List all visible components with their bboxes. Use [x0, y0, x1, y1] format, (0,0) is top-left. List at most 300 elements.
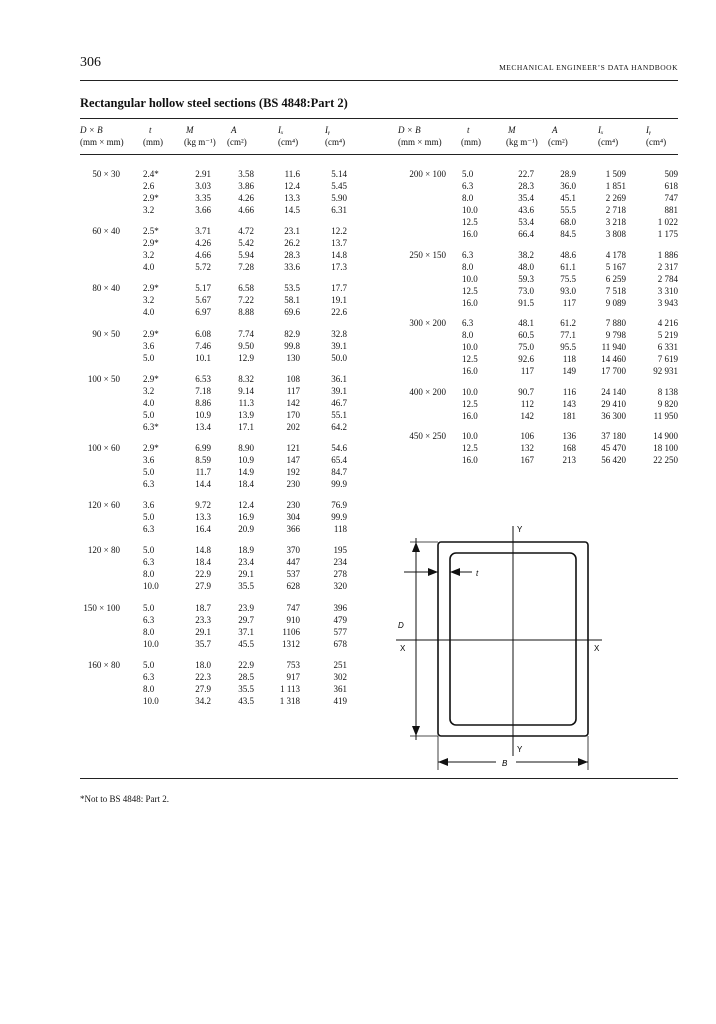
- cell-area: 8.90: [238, 443, 254, 453]
- header-t-unit: (mm): [143, 137, 163, 147]
- cell-iy: 5.90: [331, 193, 347, 203]
- header-dxb-right-label: D × B: [398, 125, 421, 135]
- cell-iy: 18 100: [653, 443, 678, 453]
- cell-area: 117: [562, 297, 576, 308]
- cell-area: 14.9: [238, 467, 254, 477]
- cell-iy: 76.9: [331, 500, 347, 511]
- d-arrow-top-icon: [412, 542, 420, 552]
- cell-mass: 43.6: [518, 205, 534, 215]
- cell-area: 68.0: [560, 217, 576, 227]
- cell-size: 160 × 80: [87, 659, 120, 670]
- cell-mass: 35.7: [195, 638, 211, 649]
- cell-mass: 90.7: [518, 386, 534, 397]
- cell-thickness: 5.0: [462, 169, 474, 179]
- cell-iy: 6 331: [657, 342, 678, 352]
- header-t-right-label: t: [467, 125, 470, 135]
- table-row: [80, 328, 360, 340]
- cell-iy: 1 022: [657, 217, 678, 227]
- cell-thickness: 12.5: [462, 398, 478, 409]
- cell-area: 3.58: [238, 169, 254, 179]
- cell-thickness: 2.9*: [143, 283, 159, 294]
- cell-ix: 29 410: [601, 398, 626, 409]
- cell-mass: 22.7: [518, 169, 534, 179]
- cell-mass: 53.4: [518, 217, 534, 227]
- cell-ix: 37 180: [601, 431, 626, 441]
- cell-mass: 117: [520, 366, 534, 376]
- header-ix-label: Iₓ: [278, 125, 284, 135]
- cell-mass: 27.9: [195, 683, 211, 694]
- table-row: [80, 373, 360, 385]
- cell-ix: 45 470: [601, 443, 626, 453]
- table-row: [80, 282, 360, 294]
- header-dxb-label: D × B: [80, 125, 103, 135]
- header-a-label: A: [231, 125, 237, 135]
- cell-iy: 5.45: [331, 181, 347, 191]
- cell-mass: 28.3: [518, 181, 534, 191]
- cell-mass: 38.2: [518, 249, 534, 260]
- cell-ix: 3 808: [605, 229, 626, 239]
- table-row: [398, 261, 680, 273]
- label-t: t: [476, 569, 479, 578]
- cell-iy: 64.2: [331, 421, 347, 432]
- cell-ix: 14.5: [284, 205, 300, 215]
- table-row: [398, 398, 680, 410]
- cell-size: 50 × 30: [92, 169, 120, 179]
- header-bottom-rule: [80, 154, 678, 155]
- cell-area: 28.5: [238, 671, 254, 682]
- cell-iy: 320: [333, 581, 347, 592]
- table-row: [80, 695, 360, 707]
- table-row: [80, 568, 360, 580]
- cell-thickness: 4.0: [143, 262, 155, 273]
- cell-area: 23.9: [238, 602, 254, 613]
- cell-thickness: 6.3: [143, 479, 155, 489]
- cell-ix: 192: [286, 467, 300, 477]
- footnote: *Not to BS 4848: Part 2.: [80, 794, 170, 804]
- table-row: [398, 285, 680, 297]
- cell-mass: 27.9: [195, 581, 211, 592]
- cell-iy: 13.7: [331, 238, 347, 249]
- header-t: [143, 124, 163, 148]
- header-a-right-unit: (cm²): [548, 137, 568, 147]
- cell-iy: 11 950: [653, 410, 678, 421]
- cell-area: 16.9: [238, 512, 254, 523]
- header-iy-right-unit: (cm⁴): [646, 137, 667, 147]
- cell-ix: 910: [286, 614, 300, 625]
- cell-size: 300 × 200: [409, 318, 446, 328]
- cell-area: 11.3: [238, 397, 254, 408]
- cell-mass: 9.72: [195, 500, 211, 511]
- cell-iy: 419: [333, 695, 347, 706]
- cell-mass: 11.7: [195, 467, 211, 477]
- header-ix-unit: (cm⁴): [278, 137, 299, 147]
- cell-area: 29.7: [238, 614, 254, 625]
- cell-mass: 29.1: [195, 626, 211, 637]
- cell-area: 84.5: [560, 229, 576, 239]
- cell-ix: 130: [286, 352, 300, 363]
- cell-iy: 278: [333, 569, 347, 580]
- cell-area: 45.5: [238, 638, 254, 649]
- cell-thickness: 3.2: [143, 205, 155, 215]
- cell-mass: 13.4: [195, 421, 211, 432]
- table-row: [80, 442, 360, 454]
- cell-area: 29.1: [238, 569, 254, 580]
- table-row: [398, 353, 680, 365]
- cell-iy: 1 175: [657, 229, 678, 239]
- cell-thickness: 6.3*: [143, 421, 159, 432]
- cell-area: 149: [562, 366, 576, 376]
- cell-thickness: 6.3: [462, 181, 474, 191]
- cell-mass: 5.72: [195, 262, 211, 273]
- cell-area: 23.4: [238, 557, 254, 568]
- cell-area: 12.9: [238, 352, 254, 363]
- table-row: [80, 294, 360, 306]
- label-b: B: [502, 759, 508, 768]
- table-row: [80, 523, 360, 535]
- cell-ix: 23.1: [284, 226, 300, 237]
- t-arrow-left-icon: [428, 568, 438, 576]
- cell-iy: 2 784: [657, 273, 678, 284]
- cell-area: 143: [562, 398, 576, 409]
- cell-iy: 39.1: [331, 340, 347, 351]
- header-m-right-unit: (kg m⁻¹): [506, 137, 538, 147]
- table-row: [80, 261, 360, 273]
- cell-thickness: 8.0: [143, 626, 155, 637]
- header-iy-unit: (cm⁴): [325, 137, 346, 147]
- cell-iy: 22.6: [331, 307, 347, 318]
- cell-thickness: 4.0: [143, 397, 155, 408]
- cell-mass: 14.8: [195, 545, 211, 556]
- table-row: [80, 237, 360, 249]
- cell-ix: 747: [286, 602, 300, 613]
- cell-iy: 7 619: [657, 354, 678, 364]
- table-row: [80, 204, 360, 216]
- cell-size: 120 × 80: [87, 545, 120, 556]
- cell-area: 181: [562, 410, 576, 421]
- cell-mass: 142: [520, 410, 534, 421]
- cell-ix: 36 300: [601, 410, 626, 421]
- table-row: [80, 421, 360, 433]
- cell-mass: 6.08: [195, 328, 211, 339]
- cell-area: 168: [562, 443, 576, 453]
- cell-mass: 22.9: [195, 569, 211, 580]
- table-row: [80, 249, 360, 261]
- cell-mass: 3.35: [195, 193, 211, 203]
- table-row: [80, 397, 360, 409]
- b-arrow-left-icon: [438, 758, 448, 766]
- table-row: [80, 340, 360, 352]
- b-arrow-right-icon: [578, 758, 588, 766]
- table-row: [80, 638, 360, 650]
- cell-ix: 753: [286, 659, 300, 670]
- cell-iy: 84.7: [331, 467, 347, 477]
- header-ix-right-label: Iₓ: [598, 125, 604, 135]
- cell-thickness: 12.5: [462, 443, 478, 453]
- cell-ix: 99.8: [284, 340, 300, 351]
- table-row: [80, 306, 360, 318]
- cell-iy: 577: [333, 626, 347, 637]
- cell-iy: 195: [333, 545, 347, 556]
- cell-area: 5.94: [238, 250, 254, 261]
- table-title: Rectangular hollow steel sections (BS 4848:Part 2): [80, 96, 348, 110]
- cell-mass: 14.4: [195, 479, 211, 489]
- cell-thickness: 3.2: [143, 295, 155, 306]
- header-dxb-unit: (mm × mm): [80, 137, 124, 147]
- label-x-right: X: [594, 644, 600, 653]
- table-bottom-rule: [80, 778, 678, 779]
- cell-iy: 618: [664, 181, 678, 191]
- cell-thickness: 8.0: [462, 261, 474, 272]
- cell-iy: 302: [333, 671, 347, 682]
- cell-iy: 3 310: [657, 285, 678, 296]
- cell-mass: 167: [520, 455, 534, 465]
- cell-ix: 11 940: [601, 342, 626, 352]
- cell-iy: 479: [333, 614, 347, 625]
- cell-area: 8.88: [238, 307, 254, 318]
- table-row: [398, 410, 680, 422]
- cell-iy: 9 820: [657, 398, 678, 409]
- cell-thickness: 10.0: [462, 205, 478, 215]
- cell-size: 120 × 60: [87, 500, 120, 511]
- cell-thickness: 16.0: [462, 455, 478, 465]
- cell-iy: 881: [664, 205, 678, 215]
- cell-area: 61.1: [560, 261, 576, 272]
- header-dxb-right-unit: (mm × mm): [398, 137, 442, 147]
- cell-thickness: 3.6: [143, 455, 155, 465]
- cell-ix: 9 089: [605, 297, 626, 308]
- cell-area: 75.5: [560, 273, 576, 284]
- cell-iy: 17.7: [331, 283, 347, 294]
- cell-ix: 230: [286, 500, 300, 511]
- cell-size: 250 × 150: [409, 249, 446, 260]
- cell-size: 60 × 40: [92, 226, 120, 237]
- cell-ix: 1106: [282, 626, 300, 637]
- cell-thickness: 16.0: [462, 229, 478, 239]
- cell-area: 12.4: [238, 500, 254, 511]
- cell-ix: 628: [286, 581, 300, 592]
- cell-area: 7.74: [238, 328, 254, 339]
- cell-iy: 99.9: [331, 512, 347, 523]
- cell-ix: 69.6: [284, 307, 300, 318]
- title-rule: [80, 118, 678, 119]
- cell-iy: 19.1: [331, 295, 347, 306]
- cell-thickness: 3.6: [143, 340, 155, 351]
- cell-ix: 56 420: [601, 455, 626, 465]
- table-row: [398, 297, 680, 309]
- cell-area: 95.5: [560, 342, 576, 352]
- cell-thickness: 10.0: [143, 695, 159, 706]
- cell-thickness: 10.0: [462, 273, 478, 284]
- cell-iy: 678: [333, 638, 347, 649]
- table-row: [80, 180, 360, 192]
- cell-iy: 14.8: [331, 250, 347, 261]
- table-row: [80, 683, 360, 695]
- header-rule: [80, 80, 678, 81]
- cell-mass: 3.66: [195, 205, 211, 215]
- header-a: [227, 124, 247, 148]
- cell-ix: 11.6: [284, 169, 300, 179]
- cell-thickness: 5.0: [143, 659, 155, 670]
- cell-mass: 73.0: [518, 285, 534, 296]
- cell-area: 37.1: [238, 626, 254, 637]
- cell-iy: 747: [664, 193, 678, 203]
- cell-iy: 14 900: [653, 431, 678, 441]
- cell-ix: 117: [286, 385, 300, 396]
- cell-thickness: 2.4*: [143, 169, 159, 179]
- cell-thickness: 3.2: [143, 385, 155, 396]
- cell-mass: 60.5: [518, 330, 534, 340]
- cell-thickness: 16.0: [462, 410, 478, 421]
- header-m: [184, 124, 216, 148]
- table-row: [398, 317, 680, 329]
- cell-mass: 16.4: [195, 524, 211, 535]
- cell-thickness: 10.0: [462, 431, 478, 441]
- cell-ix: 4 178: [605, 249, 626, 260]
- cell-thickness: 6.3: [462, 318, 474, 328]
- table-row: [80, 511, 360, 523]
- cell-area: 22.9: [238, 659, 254, 670]
- table-row: [398, 365, 680, 377]
- section-diagram-svg: [396, 520, 612, 772]
- cell-area: 7.22: [238, 295, 254, 306]
- table-row: [398, 216, 680, 228]
- cell-thickness: 5.0: [143, 467, 155, 477]
- cell-area: 77.1: [560, 330, 576, 340]
- running-head: MECHANICAL ENGINEER’S DATA HANDBOOK: [499, 63, 678, 72]
- cell-ix: 537: [286, 569, 300, 580]
- cell-iy: 234: [333, 557, 347, 568]
- cell-area: 35.5: [238, 581, 254, 592]
- cell-iy: 1 886: [657, 249, 678, 260]
- cell-thickness: 2.9*: [143, 193, 159, 203]
- cell-thickness: 12.5: [462, 354, 478, 364]
- cell-iy: 17.3: [331, 262, 347, 273]
- cell-ix: 6 259: [605, 273, 626, 284]
- cell-size: 400 × 200: [409, 386, 446, 397]
- cell-thickness: 8.0: [462, 330, 474, 340]
- cell-thickness: 10.0: [143, 581, 159, 592]
- cell-iy: 4 216: [657, 318, 678, 328]
- header-t-right: [461, 124, 481, 148]
- header-a-right: [548, 124, 568, 148]
- table-row: [398, 168, 680, 180]
- header-iy-right-label: Iᵧ: [646, 125, 652, 135]
- header-m-right: [506, 124, 538, 148]
- header-iy-right: [646, 124, 666, 148]
- table-row: [80, 544, 360, 556]
- cell-thickness: 5.0: [143, 352, 155, 363]
- cell-iy: 251: [333, 659, 347, 670]
- table-row: [80, 626, 360, 638]
- cell-ix: 447: [286, 557, 300, 568]
- table-row: [398, 273, 680, 285]
- cell-iy: 118: [333, 524, 347, 535]
- cell-area: 18.4: [238, 479, 254, 489]
- cell-mass: 34.2: [195, 695, 211, 706]
- cell-size: 450 × 250: [409, 431, 446, 441]
- cell-mass: 6.99: [195, 443, 211, 453]
- cell-thickness: 2.9*: [143, 373, 159, 384]
- cell-ix: 58.1: [284, 295, 300, 306]
- header-m-right-label: M: [508, 125, 516, 135]
- cell-area: 35.5: [238, 683, 254, 694]
- cell-thickness: 6.3: [143, 614, 155, 625]
- t-arrow-right-icon: [450, 568, 460, 576]
- cell-area: 10.9: [238, 455, 254, 465]
- header-a-right-label: A: [552, 125, 558, 135]
- cell-thickness: 10.0: [462, 386, 478, 397]
- cell-iy: 50.0: [331, 352, 347, 363]
- cell-iy: 55.1: [331, 409, 347, 420]
- header-t-label: t: [149, 125, 152, 135]
- cell-area: 17.1: [238, 421, 254, 432]
- cell-ix: 1 318: [279, 695, 300, 706]
- cell-area: 55.5: [560, 205, 576, 215]
- cell-ix: 82.9: [284, 328, 300, 339]
- cell-thickness: 3.2: [143, 250, 155, 261]
- cell-thickness: 5.0: [143, 409, 155, 420]
- cell-thickness: 5.0: [143, 512, 155, 523]
- cell-mass: 18.7: [195, 602, 211, 613]
- cell-thickness: 16.0: [462, 366, 478, 376]
- cell-ix: 121: [286, 443, 300, 453]
- cell-iy: 396: [333, 602, 347, 613]
- cell-area: 18.9: [238, 545, 254, 556]
- cell-ix: 3 218: [605, 217, 626, 227]
- table-row: [398, 329, 680, 341]
- cell-iy: 3 943: [657, 297, 678, 308]
- header-a-unit: (cm²): [227, 137, 247, 147]
- cell-mass: 8.59: [195, 455, 211, 465]
- cell-ix: 24 140: [601, 386, 626, 397]
- header-ix-right-unit: (cm⁴): [598, 137, 619, 147]
- cell-thickness: 8.0: [143, 569, 155, 580]
- cell-thickness: 2.5*: [143, 226, 159, 237]
- cell-mass: 132: [520, 443, 534, 453]
- cell-mass: 4.66: [195, 250, 211, 261]
- cell-ix: 9 798: [605, 330, 626, 340]
- cell-mass: 106: [520, 431, 534, 441]
- cell-ix: 7 518: [605, 285, 626, 296]
- cell-ix: 17 700: [601, 366, 626, 376]
- cell-mass: 35.4: [518, 193, 534, 203]
- cell-mass: 13.3: [195, 512, 211, 523]
- cell-size: 100 × 50: [87, 373, 120, 384]
- cell-ix: 304: [286, 512, 300, 523]
- cell-mass: 22.3: [195, 671, 211, 682]
- cell-mass: 10.1: [195, 352, 211, 363]
- cell-mass: 7.46: [195, 340, 211, 351]
- cell-ix: 170: [286, 409, 300, 420]
- cell-iy: 39.1: [331, 385, 347, 396]
- cell-thickness: 2.9*: [143, 443, 159, 453]
- cell-area: 136: [562, 431, 576, 441]
- cell-iy: 46.7: [331, 397, 347, 408]
- cell-ix: 202: [286, 421, 300, 432]
- cell-area: 61.2: [560, 318, 576, 328]
- cell-iy: 22 250: [653, 455, 678, 465]
- cell-iy: 8 138: [657, 386, 678, 397]
- cell-area: 28.9: [560, 169, 576, 179]
- table-row: [80, 602, 360, 614]
- cell-thickness: 3.6: [143, 500, 155, 511]
- header-m-label: M: [186, 125, 194, 135]
- table-row: [80, 352, 360, 364]
- cell-thickness: 12.5: [462, 285, 478, 296]
- table-row: [80, 556, 360, 568]
- table-row: [80, 659, 360, 671]
- cell-ix: 2 718: [605, 205, 626, 215]
